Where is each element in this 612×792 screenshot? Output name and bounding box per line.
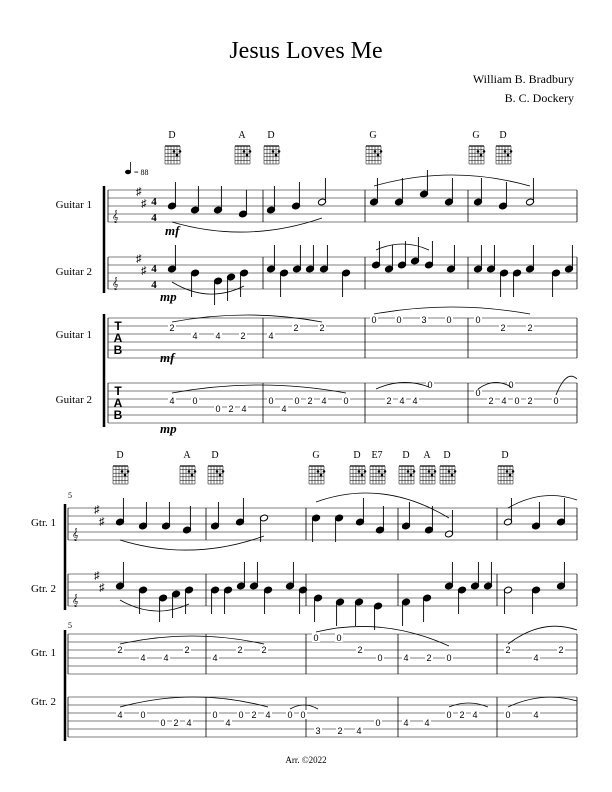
treble-clef-icon: 𝄞 bbox=[72, 595, 79, 607]
tab-number: 0 bbox=[475, 315, 481, 325]
measure-number: 5 bbox=[68, 621, 72, 630]
tab-number: 0 bbox=[377, 653, 383, 663]
chord-name: D bbox=[116, 450, 124, 461]
chord-diagram-dot bbox=[173, 150, 176, 153]
chord-diagram-dot bbox=[483, 150, 486, 153]
tab-number: 2 bbox=[527, 323, 533, 333]
tab-number: 0 bbox=[212, 710, 218, 720]
tab-number: 2 bbox=[307, 396, 313, 406]
slur bbox=[172, 315, 322, 322]
tab-number: 4 bbox=[265, 710, 271, 720]
time-signature-bottom: 4 bbox=[151, 279, 157, 291]
tab-number: 2 bbox=[527, 396, 533, 406]
chord-diagram-dot bbox=[507, 154, 510, 157]
tab-number: 3 bbox=[315, 726, 321, 736]
tab-number: 0 bbox=[427, 380, 433, 390]
chord-diagram-dot bbox=[380, 150, 383, 153]
chord-diagram-dot bbox=[121, 470, 124, 473]
slur bbox=[120, 697, 268, 707]
slur bbox=[172, 385, 346, 393]
tab-number: 4 bbox=[356, 726, 362, 736]
sharp-icon: ♯ bbox=[136, 253, 142, 265]
chord-diagram-dot bbox=[191, 474, 194, 477]
tab-number: 0 bbox=[508, 380, 514, 390]
chord-diagram-dot bbox=[377, 154, 380, 157]
tab-number: 0 bbox=[505, 710, 511, 720]
tab-number: 2 bbox=[505, 645, 511, 655]
tab-number: 4 bbox=[403, 718, 409, 728]
chord-diagram-dot bbox=[320, 474, 323, 477]
tab-number: 4 bbox=[268, 331, 274, 341]
tab-number: 0 bbox=[343, 396, 349, 406]
chord-diagram-dot bbox=[413, 470, 416, 473]
tab-number: 4 bbox=[501, 396, 507, 406]
slur bbox=[376, 382, 429, 389]
chord-name: D bbox=[267, 130, 275, 141]
chord-diagram-dot bbox=[509, 474, 512, 477]
tab-number: 0 bbox=[475, 388, 481, 398]
treble-clef-icon: 𝄞 bbox=[112, 211, 119, 223]
sharp-icon: ♯ bbox=[99, 582, 105, 594]
slur bbox=[172, 218, 322, 232]
tab-number: 4 bbox=[533, 710, 539, 720]
chord-diagram-dot bbox=[480, 154, 483, 157]
tab-number: 2 bbox=[237, 645, 243, 655]
tab-number: 2 bbox=[488, 396, 494, 406]
sharp-icon: ♯ bbox=[94, 504, 100, 516]
tab-number: 4 bbox=[321, 396, 327, 406]
composer-credit: William B. Bradbury bbox=[472, 72, 574, 86]
tab-number: 0 bbox=[268, 396, 274, 406]
tab-number: 4 bbox=[403, 653, 409, 663]
treble-clef-icon: 𝄞 bbox=[72, 529, 79, 541]
chord-diagram-dot bbox=[512, 470, 515, 473]
tab-number: 2 bbox=[169, 323, 175, 333]
chord-diagram-dot bbox=[384, 470, 387, 473]
tab-number: 4 bbox=[472, 710, 478, 720]
tab-clef-b: B bbox=[113, 343, 123, 357]
slur bbox=[316, 493, 449, 518]
instrument-label: Gtr. 2 bbox=[30, 583, 56, 595]
chord-diagram-dot bbox=[222, 470, 225, 473]
tab-number: 0 bbox=[514, 396, 520, 406]
chord-name: A bbox=[183, 450, 191, 461]
tab-clef-a: A bbox=[113, 396, 123, 410]
chord-diagram-dot bbox=[179, 150, 182, 153]
tab-number: 4 bbox=[169, 396, 175, 406]
tab-number: 2 bbox=[500, 323, 506, 333]
chord-name: G bbox=[312, 450, 320, 461]
chord-name: D bbox=[353, 450, 361, 461]
chord-diagram-dot bbox=[434, 470, 437, 473]
tab-number: 4 bbox=[186, 718, 192, 728]
tab-clef-b: B bbox=[113, 408, 123, 422]
chord-diagram-dot bbox=[510, 150, 513, 153]
instrument-label: Guitar 1 bbox=[55, 329, 92, 341]
tab-number: 4 bbox=[117, 710, 123, 720]
chord-name: E7 bbox=[371, 450, 383, 461]
tab-number: 0 bbox=[375, 718, 381, 728]
tab-number: 4 bbox=[281, 404, 287, 414]
tab-number: 0 bbox=[192, 396, 198, 406]
tab-number: 4 bbox=[241, 404, 247, 414]
chord-name: D bbox=[501, 450, 509, 461]
slur bbox=[120, 600, 189, 611]
tab-number: 2 bbox=[261, 645, 267, 655]
slur bbox=[556, 376, 577, 395]
chord-name: A bbox=[423, 450, 431, 461]
dynamic-mark: mp bbox=[160, 421, 177, 436]
time-signature-top: 4 bbox=[151, 263, 157, 275]
tab-number: 2 bbox=[184, 645, 190, 655]
tab-number: 0 bbox=[287, 710, 293, 720]
tab-clef-a: A bbox=[113, 331, 123, 345]
slur bbox=[120, 536, 264, 550]
sharp-icon: ♯ bbox=[94, 570, 100, 582]
chord-diagram-dot bbox=[378, 470, 381, 473]
sharp-icon: ♯ bbox=[141, 198, 147, 210]
chord-diagram-dot bbox=[323, 470, 326, 473]
chord-diagram-dot bbox=[407, 470, 410, 473]
chord-diagram-dot bbox=[278, 150, 281, 153]
tab-clef-t: T bbox=[114, 384, 122, 398]
slur bbox=[508, 496, 577, 509]
tab-number: 4 bbox=[399, 396, 405, 406]
chord-diagram-dot bbox=[381, 474, 384, 477]
chord-diagram-dot bbox=[448, 470, 451, 473]
chord-name: D bbox=[211, 450, 219, 461]
arranger-credit: B. C. Dockery bbox=[504, 91, 574, 105]
chord-diagram-dot bbox=[219, 474, 222, 477]
tab-number: 2 bbox=[293, 323, 299, 333]
tab-number: 2 bbox=[558, 645, 564, 655]
tab-number: 0 bbox=[300, 710, 306, 720]
instrument-label: Guitar 1 bbox=[55, 199, 92, 211]
chord-name: G bbox=[472, 130, 480, 141]
copyright-footer: Arr. ©2022 bbox=[285, 755, 327, 765]
tab-number: 4 bbox=[215, 331, 221, 341]
slur bbox=[172, 282, 244, 294]
tab-number: 0 bbox=[160, 718, 166, 728]
tempo-mark: = 88 bbox=[134, 168, 149, 177]
tab-number: 0 bbox=[140, 710, 146, 720]
sharp-icon: ♯ bbox=[99, 516, 105, 528]
sharp-icon: ♯ bbox=[136, 186, 142, 198]
tab-number: 2 bbox=[386, 396, 392, 406]
chord-diagram-dot bbox=[188, 470, 191, 473]
slur bbox=[374, 307, 530, 314]
tab-number: 2 bbox=[319, 323, 325, 333]
tab-number: 4 bbox=[225, 718, 231, 728]
sharp-icon: ♯ bbox=[141, 265, 147, 277]
instrument-label: Gtr. 1 bbox=[30, 517, 56, 529]
tab-number: 4 bbox=[533, 653, 539, 663]
chord-diagram-dot bbox=[454, 470, 457, 473]
dynamic-mark: mf bbox=[165, 223, 180, 238]
instrument-label: Guitar 2 bbox=[55, 394, 92, 406]
tab-number: 0 bbox=[294, 396, 300, 406]
slur bbox=[290, 705, 318, 709]
chord-diagram-dot bbox=[176, 154, 179, 157]
slur bbox=[508, 697, 577, 707]
time-signature-bottom: 4 bbox=[151, 212, 157, 224]
tab-number: 2 bbox=[117, 645, 123, 655]
chord-name: D bbox=[443, 450, 451, 461]
tab-number: 2 bbox=[337, 726, 343, 736]
tab-number: 0 bbox=[371, 315, 377, 325]
chord-diagram-dot bbox=[216, 470, 219, 473]
chord-name: G bbox=[369, 130, 377, 141]
tab-number: 3 bbox=[421, 315, 427, 325]
chord-diagram-dot bbox=[374, 150, 377, 153]
instrument-label: Gtr. 2 bbox=[30, 696, 56, 708]
page-title: Jesus Loves Me bbox=[229, 38, 383, 64]
chord-diagram-dot bbox=[124, 474, 127, 477]
dynamic-mark: mf bbox=[160, 350, 175, 365]
slur bbox=[376, 244, 429, 250]
tab-number: 4 bbox=[412, 396, 418, 406]
slur bbox=[478, 380, 514, 390]
chord-diagram-dot bbox=[246, 154, 249, 157]
tab-number: 0 bbox=[215, 404, 221, 414]
chord-diagram-dot bbox=[451, 474, 454, 477]
tab-number: 2 bbox=[251, 710, 257, 720]
chord-diagram-dot bbox=[410, 474, 413, 477]
tab-number: 4 bbox=[424, 718, 430, 728]
chord-diagram-dot bbox=[127, 470, 130, 473]
tab-number: 0 bbox=[446, 315, 452, 325]
tab-clef-t: T bbox=[114, 319, 122, 333]
chord-name: D bbox=[168, 130, 176, 141]
chord-diagram-dot bbox=[275, 154, 278, 157]
chord-name: D bbox=[499, 130, 507, 141]
slur bbox=[120, 636, 264, 644]
chord-diagram-dot bbox=[477, 150, 480, 153]
tab-number: 2 bbox=[357, 645, 363, 655]
time-signature-top: 4 bbox=[151, 196, 157, 208]
tab-number: 2 bbox=[459, 710, 465, 720]
chord-diagram-dot bbox=[506, 470, 509, 473]
instrument-label: Gtr. 1 bbox=[30, 647, 56, 659]
chord-diagram-dot bbox=[358, 470, 361, 473]
tab-number: 2 bbox=[173, 718, 179, 728]
chord-diagram-dot bbox=[317, 470, 320, 473]
chord-name: D bbox=[402, 450, 410, 461]
tab-number: 4 bbox=[163, 653, 169, 663]
chord-diagram-dot bbox=[361, 474, 364, 477]
tab-number: 0 bbox=[396, 315, 402, 325]
tab-number: 0 bbox=[446, 710, 452, 720]
tab-number: 2 bbox=[240, 331, 246, 341]
chord-diagram-dot bbox=[249, 150, 252, 153]
tab-number: 2 bbox=[228, 404, 234, 414]
chord-name: A bbox=[238, 130, 246, 141]
chord-diagram-dot bbox=[194, 470, 197, 473]
tab-number: 4 bbox=[140, 653, 146, 663]
chord-diagram-dot bbox=[243, 150, 246, 153]
tab-number: 0 bbox=[313, 633, 319, 643]
tab-number: 0 bbox=[446, 653, 452, 663]
tab-number: 0 bbox=[238, 710, 244, 720]
measure-number: 5 bbox=[68, 491, 72, 500]
tab-number: 0 bbox=[336, 633, 342, 643]
chord-diagram-dot bbox=[272, 150, 275, 153]
tab-number: 4 bbox=[212, 653, 218, 663]
treble-clef-icon: 𝄞 bbox=[112, 278, 119, 290]
slur bbox=[508, 626, 577, 644]
chord-diagram-dot bbox=[504, 150, 507, 153]
instrument-label: Guitar 2 bbox=[55, 266, 92, 278]
chord-diagram-dot bbox=[428, 470, 431, 473]
chord-diagram-dot bbox=[364, 470, 367, 473]
tab-number: 0 bbox=[553, 396, 559, 406]
tab-number: 4 bbox=[192, 331, 198, 341]
dynamic-mark: mp bbox=[160, 289, 177, 304]
tab-number: 2 bbox=[426, 653, 432, 663]
chord-diagram-dot bbox=[431, 474, 434, 477]
